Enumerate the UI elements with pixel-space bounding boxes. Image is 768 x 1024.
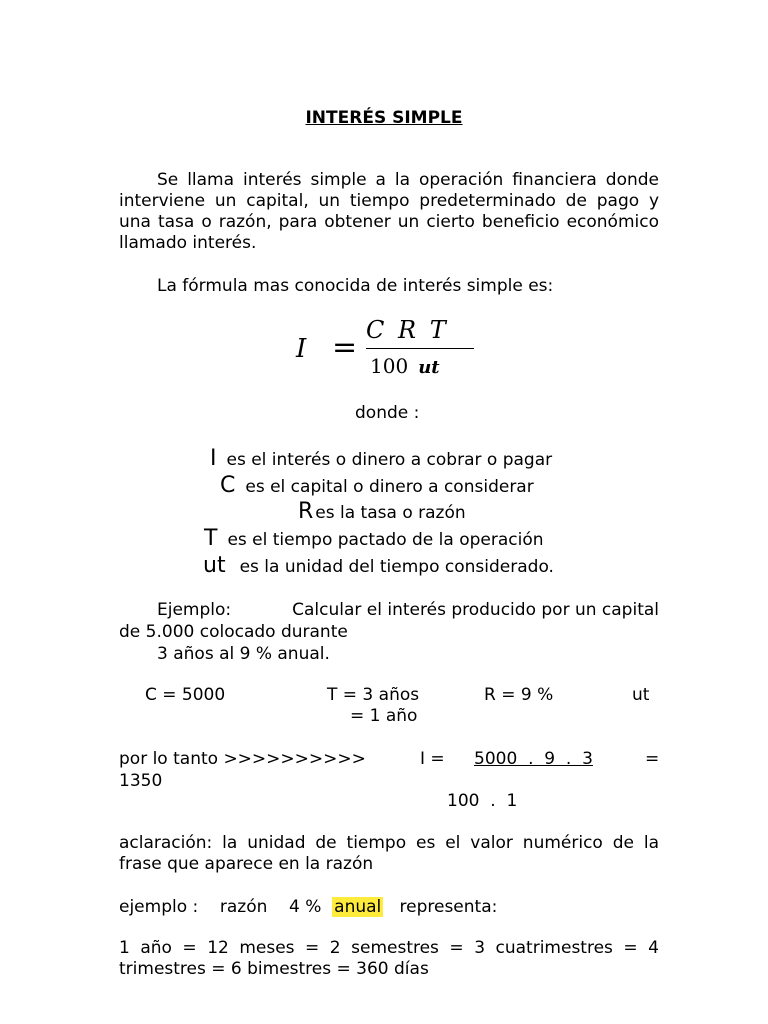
aclaracion-paragraph: aclaración: la unidad de tiempo es el valor numérico de la frase que aparece en la razón <box>119 833 659 874</box>
calc-prefix: por lo tanto >>>>>>>>>> <box>119 749 366 769</box>
equivalencias-paragraph: 1 año = 12 meses = 2 semestres = 3 cuatrimestres = 4 trimestres = 6 bimestres = 360 días <box>119 938 659 979</box>
ejemplo2-suffix: representa: <box>399 897 498 917</box>
value-ut-label: ut <box>632 685 650 705</box>
formula-lhs: I <box>296 334 307 364</box>
ejemplo2-line <box>119 897 497 917</box>
definition-ut <box>203 553 554 578</box>
definition-text: es el tiempo pactado de la operación <box>227 530 544 550</box>
formula-numerator: C R T <box>366 316 449 344</box>
document-title: INTERÉS SIMPLE <box>305 108 463 128</box>
value-t: T = 3 años <box>327 685 420 705</box>
definition-symbol: T <box>204 526 218 551</box>
definition-symbol: C <box>220 473 236 498</box>
donde-label: donde : <box>355 403 420 423</box>
ejemplo2-prefix: ejemplo : razón 4 % <box>119 897 322 917</box>
definition-symbol: ut <box>203 553 226 578</box>
definition-symbol: R <box>298 499 314 524</box>
fraction-bar <box>366 348 474 349</box>
definition-symbol: I <box>210 446 217 471</box>
calc-equals: = <box>645 749 660 769</box>
value-c: C = 5000 <box>145 685 226 705</box>
definition-c <box>220 473 534 498</box>
formula-den-unit: ut <box>418 357 440 378</box>
definition-text: es el interés o dinero a cobrar o pagar <box>226 450 553 470</box>
formula-den-number: 100 <box>370 354 409 378</box>
intro-paragraph: Se llama interés simple a la operación financiera donde interviene un capital, un tiempo predeterminado de pago y una tasa o razón, para obtener un cierto beneficio económico llamado interés. <box>119 170 659 253</box>
calc-denominator: 100 . 1 <box>447 791 518 811</box>
value-r: R = 9 % <box>484 685 554 705</box>
calc-numerator: 5000 . 9 . 3 <box>474 749 593 769</box>
formula-equals: = <box>332 330 358 365</box>
definition-r <box>298 499 466 524</box>
definition-t <box>204 526 544 551</box>
calc-i-equals: I = <box>420 749 445 769</box>
definition-text: es la tasa o razón <box>315 503 466 523</box>
ejemplo-text: Calcular el interés producido por un capital <box>292 600 659 620</box>
definition-text: es la unidad del tiempo considerado. <box>239 557 554 577</box>
ejemplo-label: Ejemplo: <box>157 600 232 620</box>
definition-text: es el capital o dinero a considerar <box>245 477 534 497</box>
definition-i <box>210 446 552 471</box>
formula-intro: La fórmula mas conocida de interés simple es: <box>157 276 554 296</box>
value-ut: = 1 año <box>350 706 418 726</box>
calc-result: 1350 <box>119 771 163 791</box>
ejemplo-line2: de 5.000 colocado durante <box>119 622 348 642</box>
interest-formula <box>296 316 486 386</box>
formula-denominator <box>370 354 440 378</box>
ejemplo-line3: 3 años al 9 % anual. <box>157 644 330 664</box>
highlighted-word: anual <box>334 897 382 917</box>
